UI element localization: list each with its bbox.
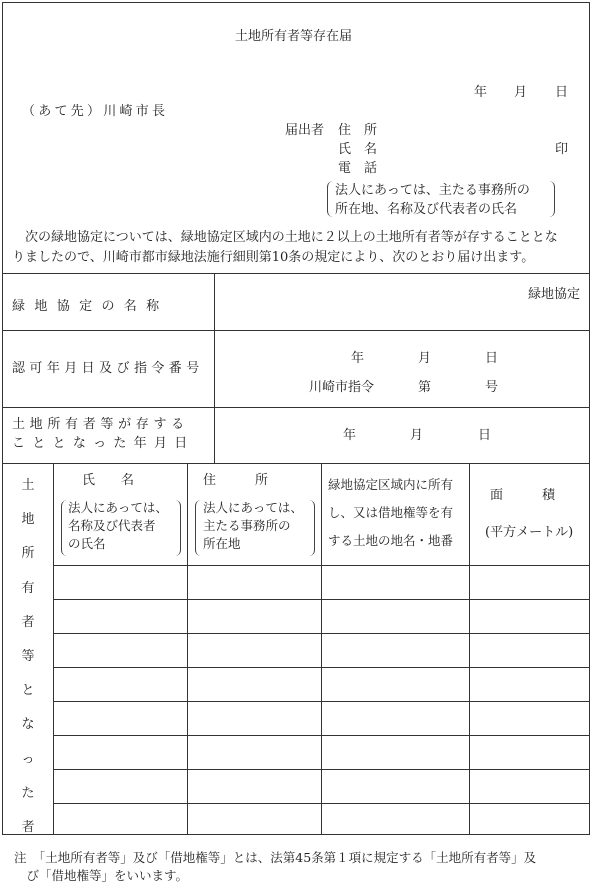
owner-name-cell[interactable]: [54, 634, 187, 667]
intro-paragraph: [12, 228, 584, 268]
approval-go: 号: [485, 380, 499, 395]
side-label-char: 者: [21, 614, 35, 630]
col-area-unit: (平方メートル): [485, 525, 574, 540]
divider: [2, 330, 590, 331]
intro-line-1: 次の緑地協定については、緑地協定区域内の土地に２以上の土地所有者等が存することとな: [12, 230, 558, 245]
divider: [214, 273, 215, 463]
existence-day: 日: [478, 428, 492, 443]
approval-day: 日: [485, 351, 499, 366]
applicant-label: 届出者: [285, 123, 325, 138]
divider: [2, 273, 590, 274]
side-label-char: 地: [21, 512, 35, 528]
owner-land-cell[interactable]: [322, 634, 469, 667]
col-name-note-line1: 法人にあっては、: [68, 500, 168, 515]
owner-name-cell[interactable]: [54, 668, 187, 701]
owner-area-cell[interactable]: [470, 736, 589, 769]
col-address-note-line3: 所在地: [203, 536, 241, 551]
col-name-note-line2: 名称及び代表者: [68, 518, 156, 533]
owner-name-cell[interactable]: [54, 736, 187, 769]
side-label-char: た: [21, 785, 35, 801]
owner-name-cell[interactable]: [54, 600, 187, 633]
owner-address-cell[interactable]: [188, 804, 321, 837]
col-address-header: 住 所: [203, 473, 269, 488]
side-label-char: 土: [21, 478, 35, 493]
owner-address-cell[interactable]: [188, 736, 321, 769]
divider: [2, 407, 590, 408]
owner-address-cell[interactable]: [188, 668, 321, 701]
addressee: （あて先）川崎市長: [22, 104, 169, 119]
phone-label: 電 話: [338, 161, 378, 176]
divider: [2, 463, 590, 464]
owner-land-cell[interactable]: [322, 804, 469, 837]
agreement-name-label: 緑地協定の名称: [12, 299, 169, 314]
agreement-name-suffix: 緑地協定: [528, 287, 581, 302]
side-label-char: 有: [21, 580, 35, 596]
existence-label-line2: こととなった年月日: [12, 436, 195, 451]
col-land-line2: し、又は借地権等を有: [328, 505, 454, 520]
owner-area-cell[interactable]: [470, 804, 589, 837]
footnote-line-1: 注 「土地所有者等」及び「借地権等」とは、法第45条第１項に規定する「土地所有者等」及: [14, 850, 537, 865]
owner-name-cell[interactable]: [54, 770, 187, 803]
owner-address-cell[interactable]: [188, 566, 321, 599]
approval-dai: 第: [418, 380, 432, 395]
owner-name-cell[interactable]: [54, 566, 187, 599]
col-name-note-line3: の氏名: [68, 536, 106, 551]
owner-area-cell[interactable]: [470, 770, 589, 803]
owner-land-cell[interactable]: [322, 736, 469, 769]
col-address-note-line2: 主たる事務所の: [203, 518, 291, 533]
owner-area-cell[interactable]: [470, 702, 589, 735]
side-label-char: 所: [21, 546, 35, 562]
agreement-name-field[interactable]: [216, 275, 588, 329]
approval-year: 年: [351, 351, 365, 366]
col-land-line1: 緑地協定区域内に所有: [328, 477, 454, 492]
side-label-char: と: [21, 683, 35, 699]
corporate-note-line2: 所在地、名称及び代表者の氏名: [335, 202, 518, 217]
side-label-char: 等: [21, 649, 35, 664]
approval-month: 月: [418, 351, 432, 366]
intro-line-2: りましたので、川崎市都市緑地法施行細則第10条の規定により、次のとおり届け出ます。: [12, 250, 535, 265]
owner-area-cell[interactable]: [470, 600, 589, 633]
date-month: 月: [514, 85, 528, 100]
approval-directive: 川崎市指令: [309, 380, 375, 395]
owner-name-cell[interactable]: [54, 702, 187, 735]
owner-land-cell[interactable]: [322, 702, 469, 735]
existence-month: 月: [410, 428, 424, 443]
owner-land-cell[interactable]: [322, 600, 469, 633]
form-title: 土地所有者等存在届: [235, 29, 353, 44]
address-label: 住 所: [338, 123, 378, 138]
col-area-header: 面 積: [490, 488, 556, 503]
existence-label-line1: 土地所有者等が存する: [12, 417, 189, 432]
name-label: 氏 名: [338, 142, 378, 157]
existence-date-field[interactable]: [216, 409, 588, 462]
owner-area-cell[interactable]: [470, 634, 589, 667]
seal-label: 印: [555, 142, 569, 157]
col-address-note-line1: 法人にあっては、: [203, 500, 303, 515]
owner-address-cell[interactable]: [188, 634, 321, 667]
col-land-line3: する土地の地名・地番: [328, 533, 454, 548]
owner-address-cell[interactable]: [188, 600, 321, 633]
owner-address-cell[interactable]: [188, 770, 321, 803]
approval-label: 認可年月日及び指令番号: [12, 361, 204, 376]
owner-name-cell[interactable]: [54, 804, 187, 837]
col-name-header: 氏 名: [82, 473, 135, 488]
date-day: 日: [555, 85, 569, 100]
date-year: 年: [474, 85, 488, 100]
corporate-note-line1: 法人にあっては、主たる事務所の: [335, 183, 530, 198]
existence-year: 年: [343, 428, 357, 443]
owner-land-cell[interactable]: [322, 668, 469, 701]
owner-area-cell[interactable]: [470, 668, 589, 701]
footnote: [14, 849, 586, 885]
side-label-char: な: [21, 717, 35, 733]
side-label-char: 者: [21, 820, 35, 835]
footnote-line-2: び「借地権等」をいいます。: [14, 868, 189, 883]
owner-land-cell[interactable]: [322, 770, 469, 803]
approval-field[interactable]: [216, 332, 588, 406]
side-label-char: っ: [21, 751, 35, 767]
owner-land-cell[interactable]: [322, 566, 469, 599]
owner-address-cell[interactable]: [188, 702, 321, 735]
owner-area-cell[interactable]: [470, 566, 589, 599]
